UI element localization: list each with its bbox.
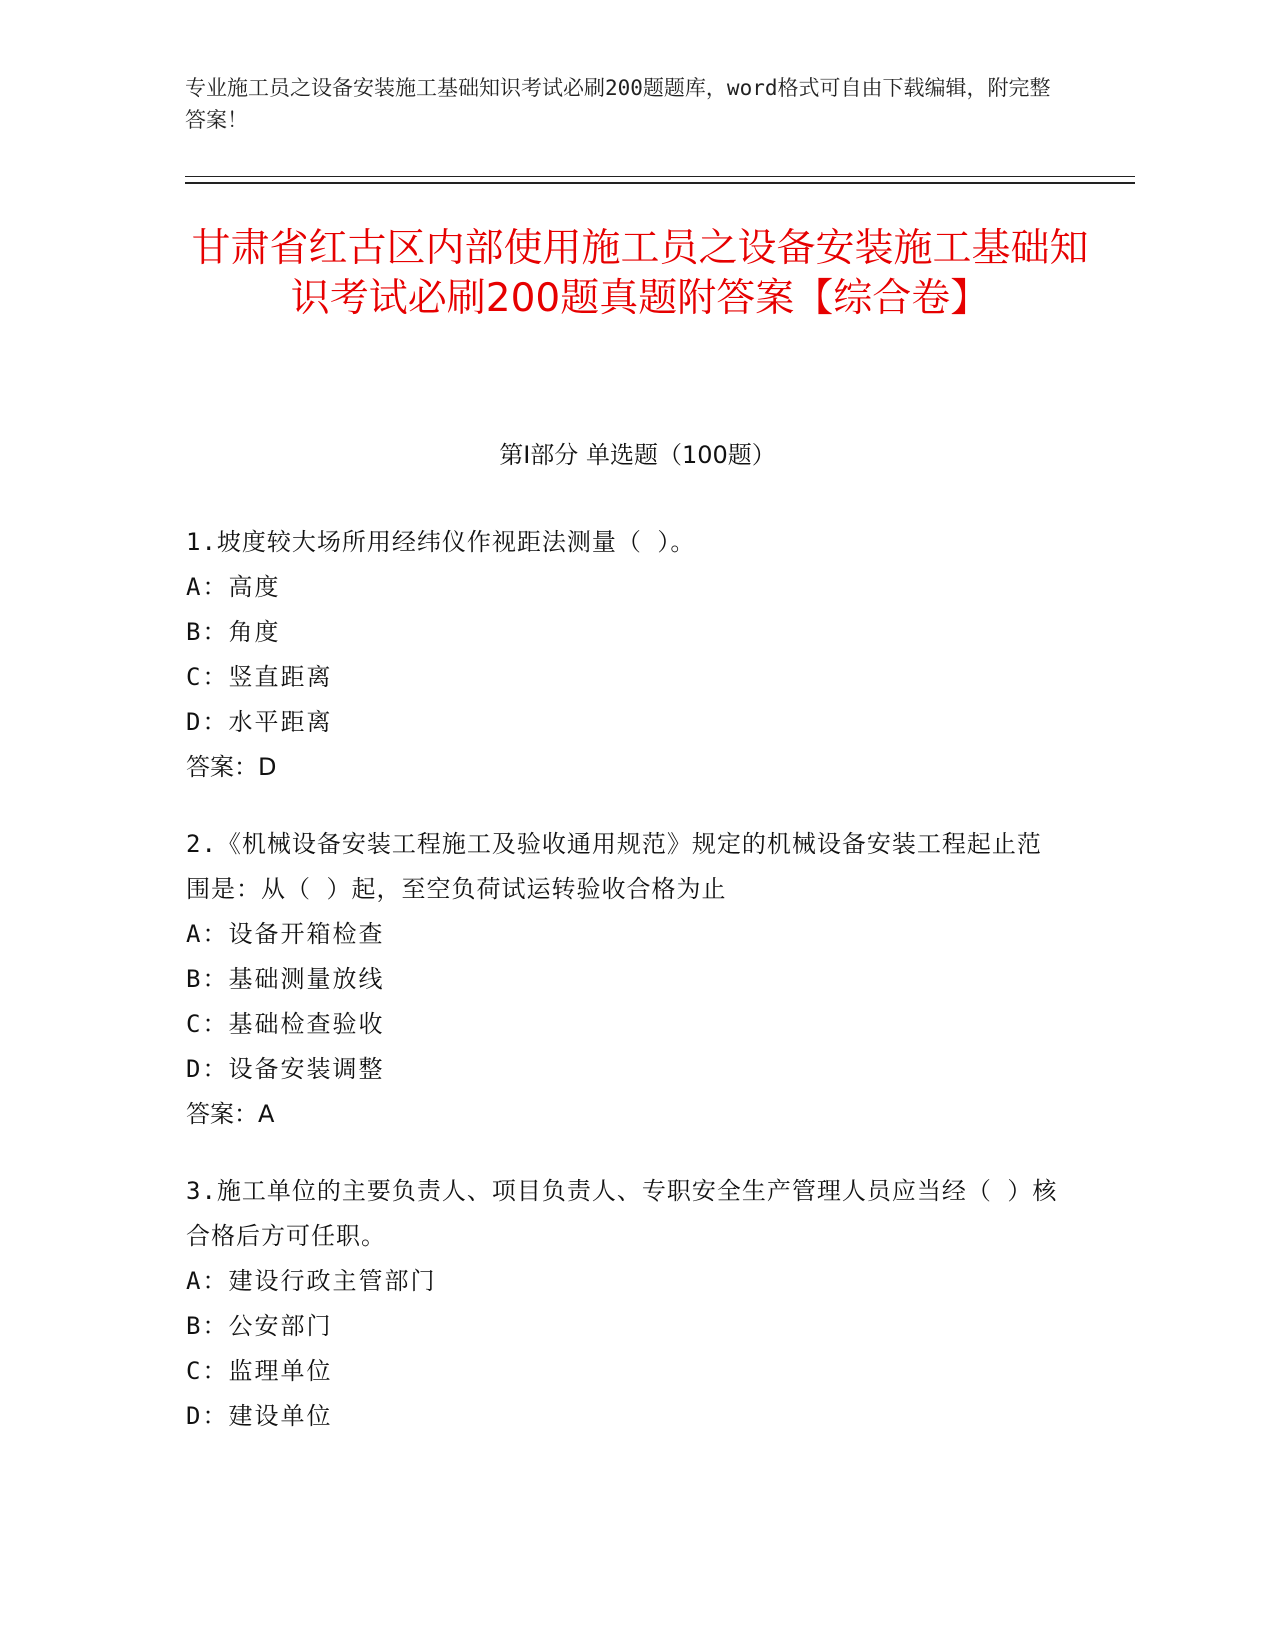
answer: 答案：A xyxy=(186,1100,275,1128)
header-divider-thick xyxy=(185,182,1135,184)
question-stem: 2.《机械设备安装工程施工及验收通用规范》规定的机械设备安装工程起止范围是：从（ ）起，至空负荷试运转验收合格为止 xyxy=(186,830,1042,903)
answer: 答案：D xyxy=(186,753,277,781)
question-stem: 1.坡度较大场所用经纬仪作视距法测量（ ）。 xyxy=(186,528,696,556)
header-divider-thin xyxy=(185,176,1135,177)
option-c: C：竖直距离 xyxy=(186,663,333,691)
option-a: A：建设行政主管部门 xyxy=(186,1267,437,1295)
option-b: B：公安部门 xyxy=(186,1312,333,1340)
section-heading: 第Ⅰ部分 单选题（100题） xyxy=(499,441,776,469)
option-a: A：设备开箱检查 xyxy=(186,920,385,948)
option-b: B：角度 xyxy=(186,618,281,646)
question-stem: 3.施工单位的主要负责人、项目负责人、专职安全生产管理人员应当经（ ）核合格后方可任职。 xyxy=(186,1177,1058,1250)
question-list xyxy=(186,520,1066,1471)
option-d: D：设备安装调整 xyxy=(186,1055,385,1083)
option-d: D：水平距离 xyxy=(186,708,333,736)
option-b: B：基础测量放线 xyxy=(186,965,385,993)
option-a: A：高度 xyxy=(186,573,281,601)
option-c: C：基础检查验收 xyxy=(186,1010,385,1038)
header-note: 专业施工员之设备安装施工基础知识考试必刷200题题库，word格式可自由下载编辑，附完整答案！ xyxy=(185,76,1051,132)
question-3 xyxy=(186,1169,1066,1439)
question-2 xyxy=(186,822,1066,1137)
question-1 xyxy=(186,520,1066,790)
document-title: 甘肃省红古区内部使用施工员之设备安装施工基础知识考试必刷200题真题附答案【综合卷】 xyxy=(191,226,1089,321)
option-d: D：建设单位 xyxy=(186,1402,333,1430)
option-c: C：监理单位 xyxy=(186,1357,333,1385)
